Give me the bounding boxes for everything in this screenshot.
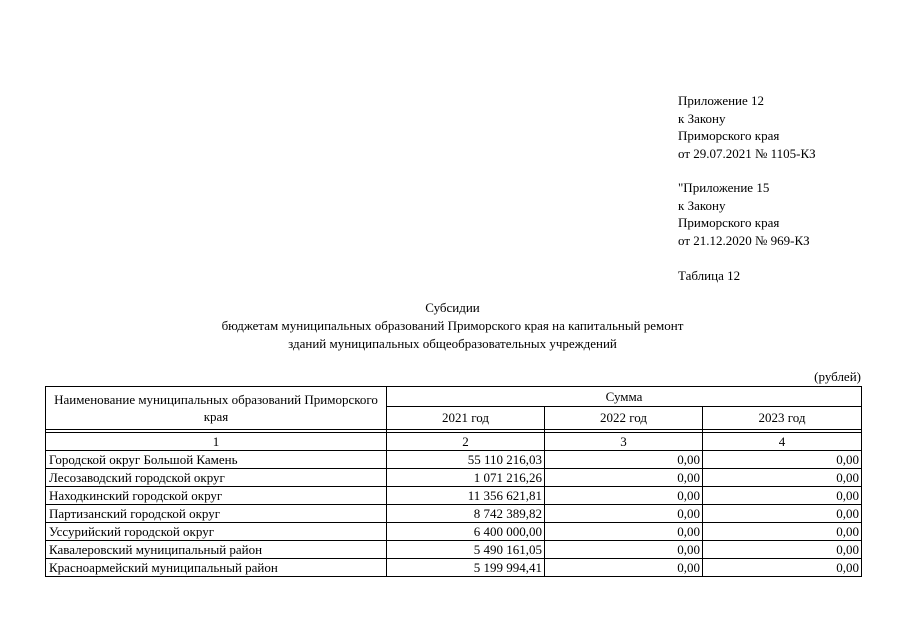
table-row (46, 487, 862, 505)
amount-2023: 0,00 (703, 505, 862, 523)
amount-2023: 0,00 (703, 523, 862, 541)
table-label: Таблица 12 (678, 268, 741, 283)
municipality-name: Находкинский городской округ (46, 487, 387, 505)
amount-2022: 0,00 (545, 487, 703, 505)
appendix-current-line: Приложение 12 (678, 93, 765, 108)
units-label: (рублей) (814, 369, 861, 384)
title-line-1: Субсидии (425, 300, 480, 315)
amount-2022: 0,00 (545, 469, 703, 487)
appendix-amended-line: к Закону (678, 197, 726, 213)
amount-2022: 0,00 (545, 559, 703, 577)
amount-2021: 5 199 994,41 (387, 559, 545, 577)
title-line-3: зданий муниципальных общеобразовательных учреждений (288, 336, 617, 351)
municipality-name: Лесозаводский городской округ (46, 469, 387, 487)
amount-2023: 0,00 (703, 541, 862, 559)
amount-2022: 0,00 (545, 541, 703, 559)
appendix-amended-line: от 21.12.2020 № 969-КЗ (678, 232, 810, 248)
amount-2021: 1 071 216,26 (387, 469, 545, 487)
table-row (46, 505, 862, 523)
table-row (46, 559, 862, 577)
appendix-amended-line: "Приложение 15 (678, 180, 770, 195)
table-row (46, 523, 862, 541)
amount-2022: 0,00 (545, 523, 703, 541)
amount-2021: 5 490 161,05 (387, 541, 545, 559)
table-row (46, 469, 862, 487)
municipality-name: Партизанский городской округ (46, 505, 387, 523)
column-header-year: 2023 год (703, 407, 862, 430)
column-number: 3 (545, 433, 703, 451)
amount-2023: 0,00 (703, 559, 862, 577)
amount-2021: 6 400 000,00 (387, 523, 545, 541)
amount-2023: 0,00 (703, 469, 862, 487)
document-title (0, 299, 905, 353)
amount-2023: 0,00 (703, 451, 862, 469)
column-header-name: Наименование муниципальных образований Приморского края (46, 387, 387, 430)
appendix-header (678, 92, 816, 285)
column-header-sum: Сумма (387, 387, 862, 407)
column-number: 2 (387, 433, 545, 451)
title-line-2: бюджетам муниципальных образований Приморского края на капитальный ремонт (221, 318, 684, 333)
municipality-name: Кавалеровский муниципальный район (46, 541, 387, 559)
appendix-current-line: Приморского края (678, 128, 780, 143)
column-header-year: 2021 год (387, 407, 545, 430)
appendix-current-line: от 29.07.2021 № 1105-КЗ (678, 145, 816, 161)
amount-2021: 11 356 621,81 (387, 487, 545, 505)
column-number: 4 (703, 433, 862, 451)
column-header-year: 2022 год (545, 407, 703, 430)
municipality-name: Красноармейский муниципальный район (46, 559, 387, 577)
subsidies-table (45, 386, 862, 577)
table-row (46, 541, 862, 559)
amount-2021: 8 742 389,82 (387, 505, 545, 523)
amount-2023: 0,00 (703, 487, 862, 505)
amount-2021: 55 110 216,03 (387, 451, 545, 469)
column-number: 1 (46, 433, 387, 451)
appendix-current-line: к Закону (678, 110, 726, 126)
appendix-amended-line: Приморского края (678, 215, 780, 230)
amount-2022: 0,00 (545, 451, 703, 469)
amount-2022: 0,00 (545, 505, 703, 523)
municipality-name: Городской округ Большой Камень (46, 451, 387, 469)
municipality-name: Уссурийский городской округ (46, 523, 387, 541)
table-row (46, 451, 862, 469)
